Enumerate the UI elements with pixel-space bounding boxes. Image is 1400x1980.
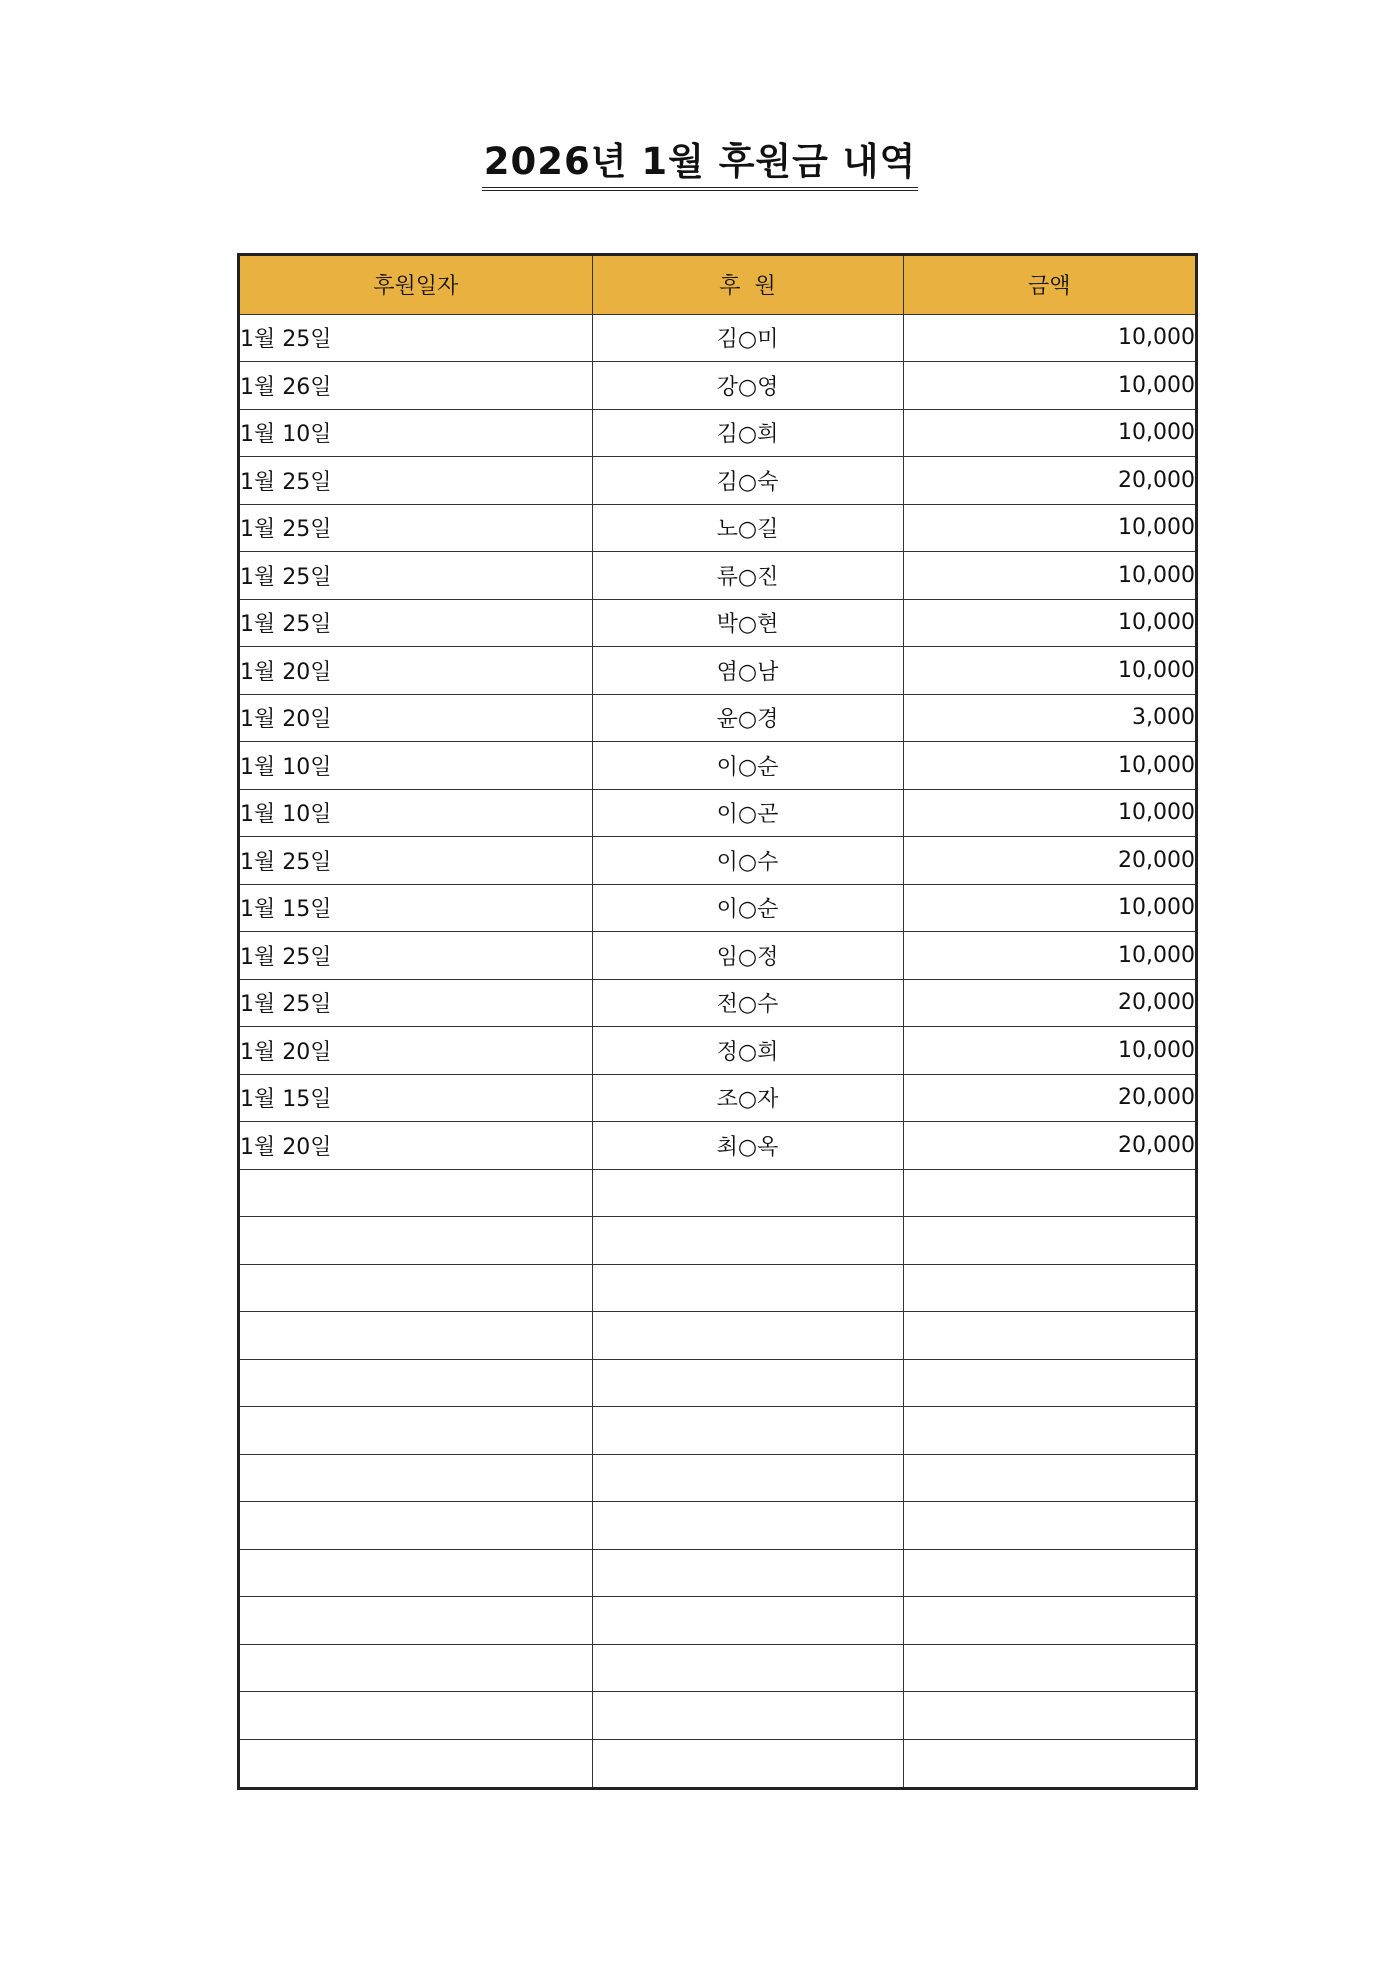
cell-date: 1월 25일	[240, 979, 592, 1027]
cell-amount: 10,000	[903, 647, 1195, 695]
cell-amount: 10,000	[903, 742, 1195, 790]
empty-cell	[240, 1692, 592, 1740]
cell-date: 1월 26일	[240, 362, 592, 410]
table-row	[240, 837, 1195, 885]
empty-cell	[903, 1549, 1195, 1597]
cell-donor: 류○진	[592, 552, 903, 600]
empty-cell	[903, 1217, 1195, 1265]
empty-cell	[903, 1407, 1195, 1455]
empty-cell	[592, 1692, 903, 1740]
cell-donor: 전○수	[592, 979, 903, 1027]
empty-cell	[592, 1644, 903, 1692]
table-row	[240, 979, 1195, 1027]
cell-amount: 10,000	[903, 314, 1195, 362]
empty-cell	[592, 1407, 903, 1455]
empty-cell	[592, 1739, 903, 1787]
empty-cell	[592, 1217, 903, 1265]
cell-date: 1월 20일	[240, 1122, 592, 1170]
empty-cell	[240, 1312, 592, 1360]
cell-donor: 김○희	[592, 409, 903, 457]
cell-donor: 윤○경	[592, 694, 903, 742]
empty-cell	[592, 1597, 903, 1645]
cell-donor: 김○숙	[592, 457, 903, 505]
cell-donor: 노○길	[592, 504, 903, 552]
empty-cell	[240, 1264, 592, 1312]
cell-amount: 3,000	[903, 694, 1195, 742]
empty-table-row	[240, 1549, 1195, 1597]
header-amount: 금액	[903, 256, 1195, 314]
table-row	[240, 884, 1195, 932]
cell-amount: 20,000	[903, 837, 1195, 885]
cell-donor: 최○옥	[592, 1122, 903, 1170]
cell-donor: 염○남	[592, 647, 903, 695]
cell-date: 1월 20일	[240, 694, 592, 742]
cell-date: 1월 20일	[240, 1027, 592, 1075]
cell-date: 1월 25일	[240, 552, 592, 600]
table-row	[240, 314, 1195, 362]
cell-date: 1월 25일	[240, 504, 592, 552]
cell-amount: 20,000	[903, 1122, 1195, 1170]
empty-table-row	[240, 1502, 1195, 1550]
empty-cell	[903, 1169, 1195, 1217]
table-row	[240, 457, 1195, 505]
table-header-row	[240, 256, 1195, 314]
cell-date: 1월 10일	[240, 409, 592, 457]
empty-table-row	[240, 1692, 1195, 1740]
empty-table-row	[240, 1264, 1195, 1312]
empty-cell	[240, 1597, 592, 1645]
cell-date: 1월 25일	[240, 314, 592, 362]
cell-donor: 임○정	[592, 932, 903, 980]
cell-date: 1월 25일	[240, 932, 592, 980]
empty-cell	[592, 1264, 903, 1312]
cell-donor: 정○희	[592, 1027, 903, 1075]
table-row	[240, 599, 1195, 647]
cell-donor: 김○미	[592, 314, 903, 362]
empty-cell	[240, 1739, 592, 1787]
cell-donor: 이○순	[592, 884, 903, 932]
cell-amount: 10,000	[903, 362, 1195, 410]
cell-donor: 조○자	[592, 1074, 903, 1122]
cell-donor: 박○현	[592, 599, 903, 647]
empty-cell	[592, 1502, 903, 1550]
cell-date: 1월 15일	[240, 884, 592, 932]
cell-date: 1월 25일	[240, 599, 592, 647]
empty-cell	[903, 1692, 1195, 1740]
empty-cell	[592, 1454, 903, 1502]
page-title-text: 2026년 1월 후원금 내역	[482, 138, 919, 191]
empty-cell	[240, 1644, 592, 1692]
cell-date: 1월 10일	[240, 789, 592, 837]
table-row	[240, 1027, 1195, 1075]
header-donor: 후 원	[592, 256, 903, 314]
cell-donor: 이○수	[592, 837, 903, 885]
empty-table-row	[240, 1359, 1195, 1407]
empty-cell	[903, 1644, 1195, 1692]
empty-cell	[592, 1169, 903, 1217]
empty-table-row	[240, 1169, 1195, 1217]
empty-table-row	[240, 1644, 1195, 1692]
cell-amount: 20,000	[903, 457, 1195, 505]
table-row	[240, 789, 1195, 837]
empty-table-row	[240, 1597, 1195, 1645]
empty-table-row	[240, 1312, 1195, 1360]
empty-cell	[240, 1454, 592, 1502]
cell-amount: 10,000	[903, 932, 1195, 980]
cell-donor: 강○영	[592, 362, 903, 410]
table-row	[240, 694, 1195, 742]
cell-amount: 20,000	[903, 1074, 1195, 1122]
cell-amount: 10,000	[903, 789, 1195, 837]
cell-date: 1월 25일	[240, 837, 592, 885]
table-row	[240, 647, 1195, 695]
empty-cell	[592, 1359, 903, 1407]
cell-amount: 10,000	[903, 552, 1195, 600]
table-row	[240, 1122, 1195, 1170]
empty-cell	[240, 1407, 592, 1455]
cell-amount: 10,000	[903, 504, 1195, 552]
empty-cell	[903, 1264, 1195, 1312]
cell-amount: 10,000	[903, 884, 1195, 932]
table-row	[240, 504, 1195, 552]
cell-donor: 이○곤	[592, 789, 903, 837]
empty-cell	[240, 1169, 592, 1217]
cell-donor: 이○순	[592, 742, 903, 790]
table-row	[240, 742, 1195, 790]
empty-table-row	[240, 1217, 1195, 1265]
empty-cell	[240, 1217, 592, 1265]
empty-cell	[592, 1312, 903, 1360]
cell-amount: 10,000	[903, 409, 1195, 457]
cell-date: 1월 25일	[240, 457, 592, 505]
cell-amount: 10,000	[903, 599, 1195, 647]
cell-date: 1월 20일	[240, 647, 592, 695]
empty-cell	[240, 1359, 592, 1407]
empty-cell	[903, 1597, 1195, 1645]
empty-cell	[903, 1739, 1195, 1787]
empty-cell	[903, 1502, 1195, 1550]
donation-table	[240, 256, 1195, 1787]
empty-cell	[903, 1359, 1195, 1407]
empty-cell	[592, 1549, 903, 1597]
empty-cell	[903, 1454, 1195, 1502]
table-row	[240, 409, 1195, 457]
cell-date: 1월 15일	[240, 1074, 592, 1122]
empty-cell	[240, 1549, 592, 1597]
table-row	[240, 1074, 1195, 1122]
empty-table-row	[240, 1739, 1195, 1787]
header-date: 후원일자	[240, 256, 592, 314]
empty-cell	[240, 1502, 592, 1550]
table-row	[240, 362, 1195, 410]
cell-date: 1월 10일	[240, 742, 592, 790]
donation-ledger	[237, 253, 1198, 1790]
table-row	[240, 552, 1195, 600]
cell-amount: 20,000	[903, 979, 1195, 1027]
cell-amount: 10,000	[903, 1027, 1195, 1075]
empty-table-row	[240, 1407, 1195, 1455]
table-body	[240, 314, 1195, 1787]
table-row	[240, 932, 1195, 980]
empty-table-row	[240, 1454, 1195, 1502]
page-title	[0, 132, 1400, 192]
empty-cell	[903, 1312, 1195, 1360]
